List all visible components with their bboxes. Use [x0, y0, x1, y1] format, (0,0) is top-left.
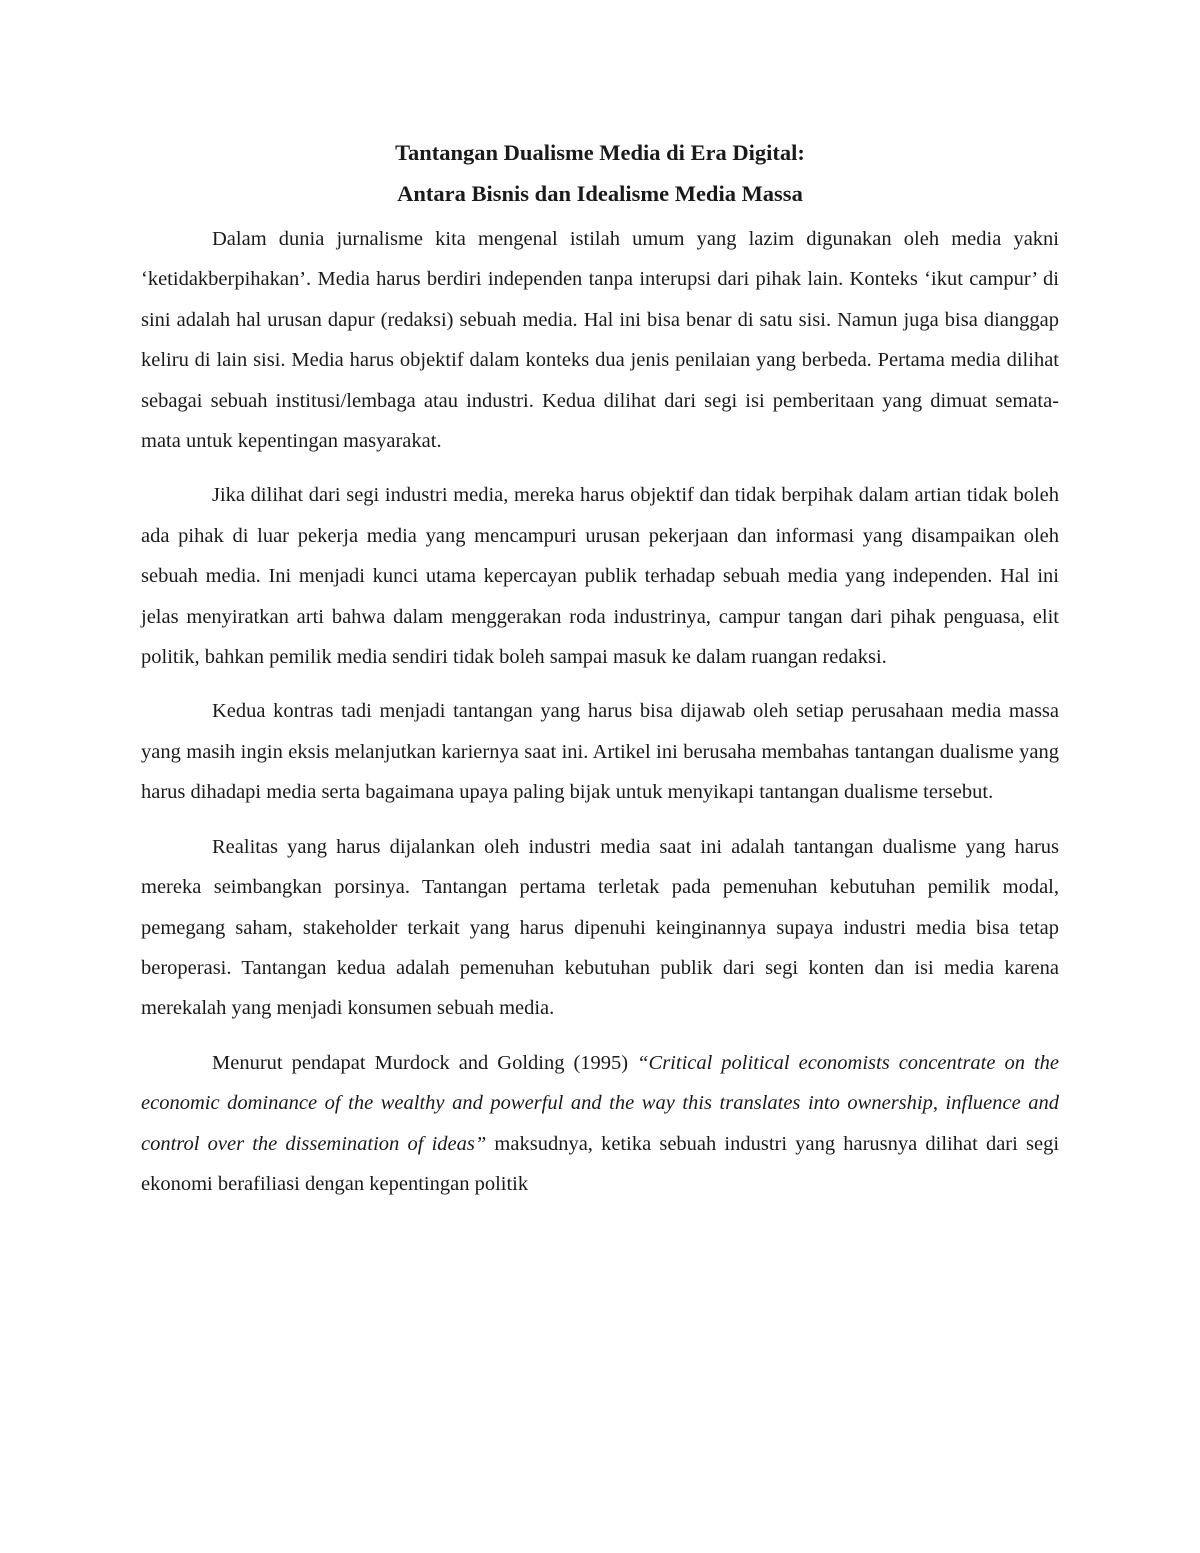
body-paragraph-1: Dalam dunia jurnalisme kita mengenal istilah umum yang lazim digunakan oleh media yakni ‘ketidakberpihakan’. Media harus berdiri independen tanpa interupsi dari pihak lain. Konteks ‘ikut campur’ di sini adalah hal urusan dapur (redaksi) sebuah media. Hal ini bisa benar di satu sisi. Namun juga bisa dianggap keliru di lain sisi. Media harus objektif dalam konteks dua jenis penilaian yang berbeda. Pertama media dilihat sebagai sebuah institusi/lembaga atau industri. Kedua dilihat dari segi isi pemberitaan yang dimuat semata-mata untuk kepentingan masyarakat.	[141, 228, 1059, 453]
paragraph-lead-text: Menurut pendapat Murdock and Golding (1995)	[212, 1051, 638, 1074]
body-paragraph-5	[141, 1043, 1059, 1205]
quoted-citation: “Critical political economists concentrate on the economic dominance of the wealthy and powerful and the way this translates into ownership, influence and control over the dissemination of ideas”	[141, 1051, 1059, 1155]
document-page	[141, 138, 1059, 1218]
body-paragraph-2: Jika dilihat dari segi industri media, mereka harus objektif dan tidak berpihak dalam artian tidak boleh ada pihak di luar pekerja media yang mencampuri urusan pekerjaan dan informasi yang disampaikan oleh sebuah media. Ini menjadi kunci utama kepercayan publik terhadap sebuah media yang independen. Hal ini jelas menyiratkan arti bahwa dalam menggerakan roda industrinya, campur tangan dari pihak penguasa, elit politik, bahkan pemilik media sendiri tidak boleh sampai masuk ke dalam ruangan redaksi.	[141, 484, 1059, 669]
document-title-line-1: Tantangan Dualisme Media di Era Digital:	[395, 140, 805, 165]
paragraph-tail-text: maksudnya, ketika sebuah industri yang harusnya dilihat dari segi ekonomi berafiliasi dengan kepentingan politik	[141, 1132, 1060, 1195]
body-paragraph-4: Realitas yang harus dijalankan oleh industri media saat ini adalah tantangan dualisme yang harus mereka seimbangkan porsinya. Tantangan pertama terletak pada pemenuhan kebutuhan pemilik modal, pemegang saham, stakeholder terkait yang harus dipenuhi keinginannya supaya industri media bisa tetap beroperasi. Tantangan kedua adalah pemenuhan kebutuhan publik dari segi konten dan isi media karena merekalah yang menjadi konsumen sebuah media.	[141, 835, 1059, 1020]
body-paragraph-3: Kedua kontras tadi menjadi tantangan yang harus bisa dijawab oleh setiap perusahaan media massa yang masih ingin eksis melanjutkan kariernya saat ini. Artikel ini berusaha membahas tantangan dualisme yang harus dihadapi media serta bagaimana upaya paling bijak untuk menyikapi tantangan dualisme tersebut.	[141, 700, 1059, 804]
document-title-line-2: Antara Bisnis dan Idealisme Media Massa	[397, 181, 803, 206]
